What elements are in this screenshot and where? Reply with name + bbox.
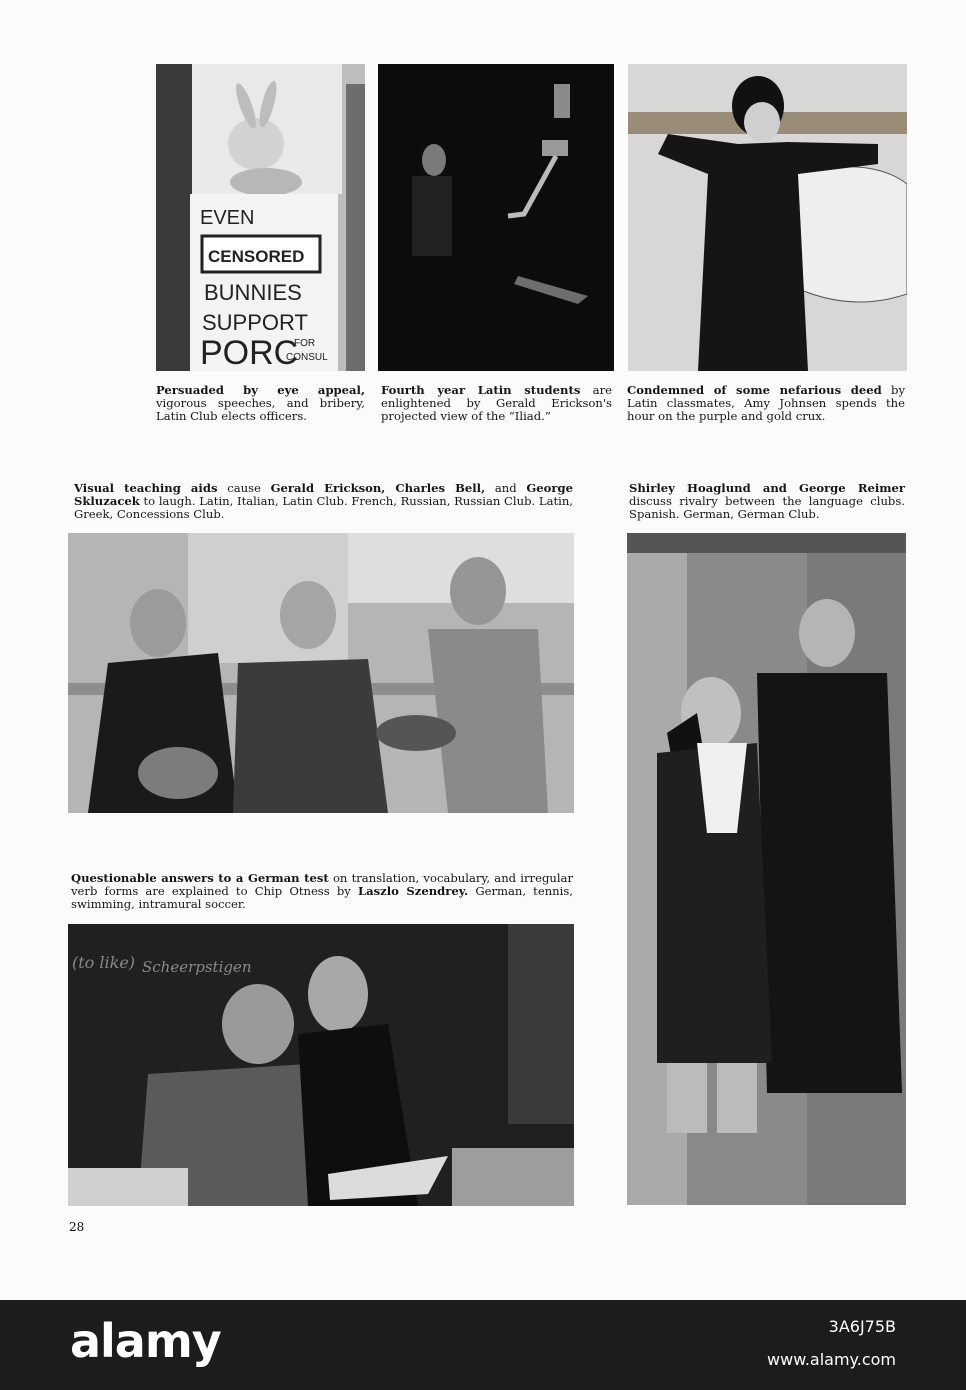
image-id: 3A6J75B (828, 1317, 896, 1336)
photo-bunny-poster (156, 64, 365, 371)
page-number: 28 (69, 1220, 85, 1234)
caption-visual-name3: George Skluzacek (74, 481, 573, 509)
caption-shirley (629, 482, 905, 522)
caption-german-test (71, 872, 573, 912)
caption-condemned (627, 384, 905, 424)
caption-visual-t2: and (485, 481, 527, 495)
sign-line-for: FOR (294, 338, 316, 349)
sign-line-even: EVEN (200, 207, 255, 229)
photo-german-test (68, 924, 574, 1206)
sign-line-bunnies: BUNNIES (204, 280, 302, 305)
caption-german-name: Laszlo Szendrey. (357, 884, 469, 899)
caption-german-t2: German, tennis, swimming, intramural soccer. (71, 884, 573, 912)
blackboard-to-like: (to like) (72, 953, 136, 972)
caption-bunny-text: vigorous speeches, and bribery, Latin Club elects officers. (156, 396, 365, 424)
caption-condemned-lead: Condemned of some nefarious deed (627, 383, 882, 397)
caption-bunny (156, 384, 365, 424)
alamy-logo: alamy (70, 1314, 221, 1368)
caption-shirley-lead: Shirley Hoaglund and George Reimer (629, 481, 905, 495)
caption-latin (381, 384, 612, 424)
photo-crux (628, 64, 907, 371)
caption-visual-t3: to laugh. Latin, Italian, Latin Club. French, Russian, Russian Club. Latin, Greek, Concessions Club. (74, 494, 573, 522)
watermark-bar (0, 1300, 966, 1390)
sign-line-support: SUPPORT (202, 310, 308, 335)
caption-latin-lead: Fourth year Latin students (381, 383, 581, 397)
caption-latin-text: are enlightened by Gerald Erickson's projected view of the “Iliad.” (381, 383, 612, 424)
caption-visual-names: Gerald Erickson, Charles Bell, (270, 481, 486, 495)
sign-line-consul: CONSUL (286, 352, 328, 363)
caption-condemned-text: by Latin classmates, Amy Johnsen spends the hour on the purple and gold crux. (627, 383, 905, 424)
caption-visual-aids (74, 482, 573, 522)
sign-stamp-censored: CENSORED (208, 247, 305, 266)
site-url: www.alamy.com (767, 1350, 896, 1369)
caption-german-lead: Questionable answers to a German test (71, 871, 329, 885)
photo-three-teachers (68, 533, 574, 813)
photo-latin-projector (378, 64, 614, 371)
photo-shirley-george (627, 533, 906, 1205)
caption-visual-lead: Visual teaching aids (74, 481, 218, 495)
sign-line-porc: PORC (200, 334, 299, 371)
caption-visual-t1: cause (217, 481, 271, 495)
caption-shirley-text: discuss rivalry between the language clubs. Spanish. German, German Club. (629, 494, 905, 522)
caption-german-t1: on translation, vocabulary, and irregular verb forms are explained to Chip Otness by (71, 871, 573, 899)
blackboard-word: Scheerpstigen (142, 958, 252, 976)
caption-bunny-lead: Persuaded by eye appeal, (156, 383, 365, 397)
